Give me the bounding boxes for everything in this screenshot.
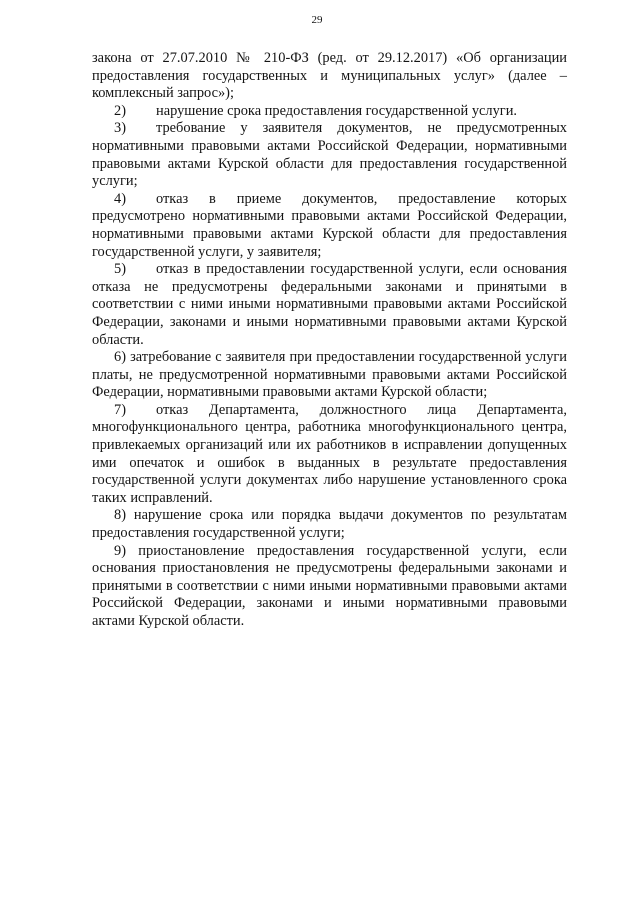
paragraph-text: закона от 27.07.2010 № 210-ФЗ (ред. от 29.12.2017) «Об организации предоставления государственных и муниципальных услуг» (далее – комплексный запрос»); [92, 50, 567, 102]
item-number: 5) [114, 261, 126, 278]
paragraph-continuation [92, 50, 567, 103]
paragraph-item-6 [92, 349, 567, 402]
page-number: 29 [311, 14, 323, 26]
paragraph-text: требование у заявителя документов, не предусмотренных нормативными правовыми актами Российской Федерации, нормативными правовыми актами Курской области для предоставления государственной услуги; [92, 120, 567, 190]
paragraph-item-4 [92, 191, 567, 261]
paragraph-item-2 [92, 103, 567, 121]
paragraph-item-5 [92, 261, 567, 349]
paragraph-item-7 [92, 402, 567, 508]
item-number: 2) [114, 102, 126, 119]
item-number: 7) [114, 401, 126, 418]
paragraph-item-3 [92, 120, 567, 190]
paragraph-text: нарушение срока предоставления государственной услуги. [156, 102, 518, 119]
paragraph-text: 6) затребование с заявителя при предоставлении государственной услуги платы, не предусмотренной нормативными правовыми актами Российской Федерации, нормативными правовыми актами Курской области; [92, 349, 567, 401]
paragraph-text: отказ Департамента, должностного лица Департамента, многофункционального центра, работника многофункционального центра, привлекаемых организаций или их работников в исправлении допущенных ими опечаток и ошибок в выданных в результате предоставления государственной услуги документах либо нарушение установленного срока таких исправлений. [92, 401, 567, 506]
paragraph-text: 8) нарушение срока или порядка выдачи документов по результатам предоставления государственной услуги; [92, 507, 567, 542]
paragraph-item-9 [92, 543, 567, 631]
paragraph-text: отказ в приеме документов, предоставление которых предусмотрено нормативными правовыми актами Российской Федерации, нормативными правовыми актами Курской области для предоставления государственной услуги, у заявителя; [92, 190, 567, 260]
paragraph-item-8 [92, 507, 567, 542]
paragraph-text: 9) приостановление предоставления государственной услуги, если основания приостановления не предусмотрены федеральными законами и принятыми в соответствии с ними иными нормативными правовыми актами Российской Федерации, законами и иными нормативными правовыми актами Курской области. [92, 542, 567, 629]
item-number: 4) [114, 190, 126, 207]
item-number: 3) [114, 120, 126, 137]
paragraph-text: отказ в предоставлении государственной услуги, если основания отказа не предусмотрены федеральными законами и принятыми в соответствии с ними иными нормативными правовыми актами Российской Федерации, законами и иными нормативными правовыми актами Курской области. [92, 261, 567, 348]
document-body [92, 50, 567, 631]
